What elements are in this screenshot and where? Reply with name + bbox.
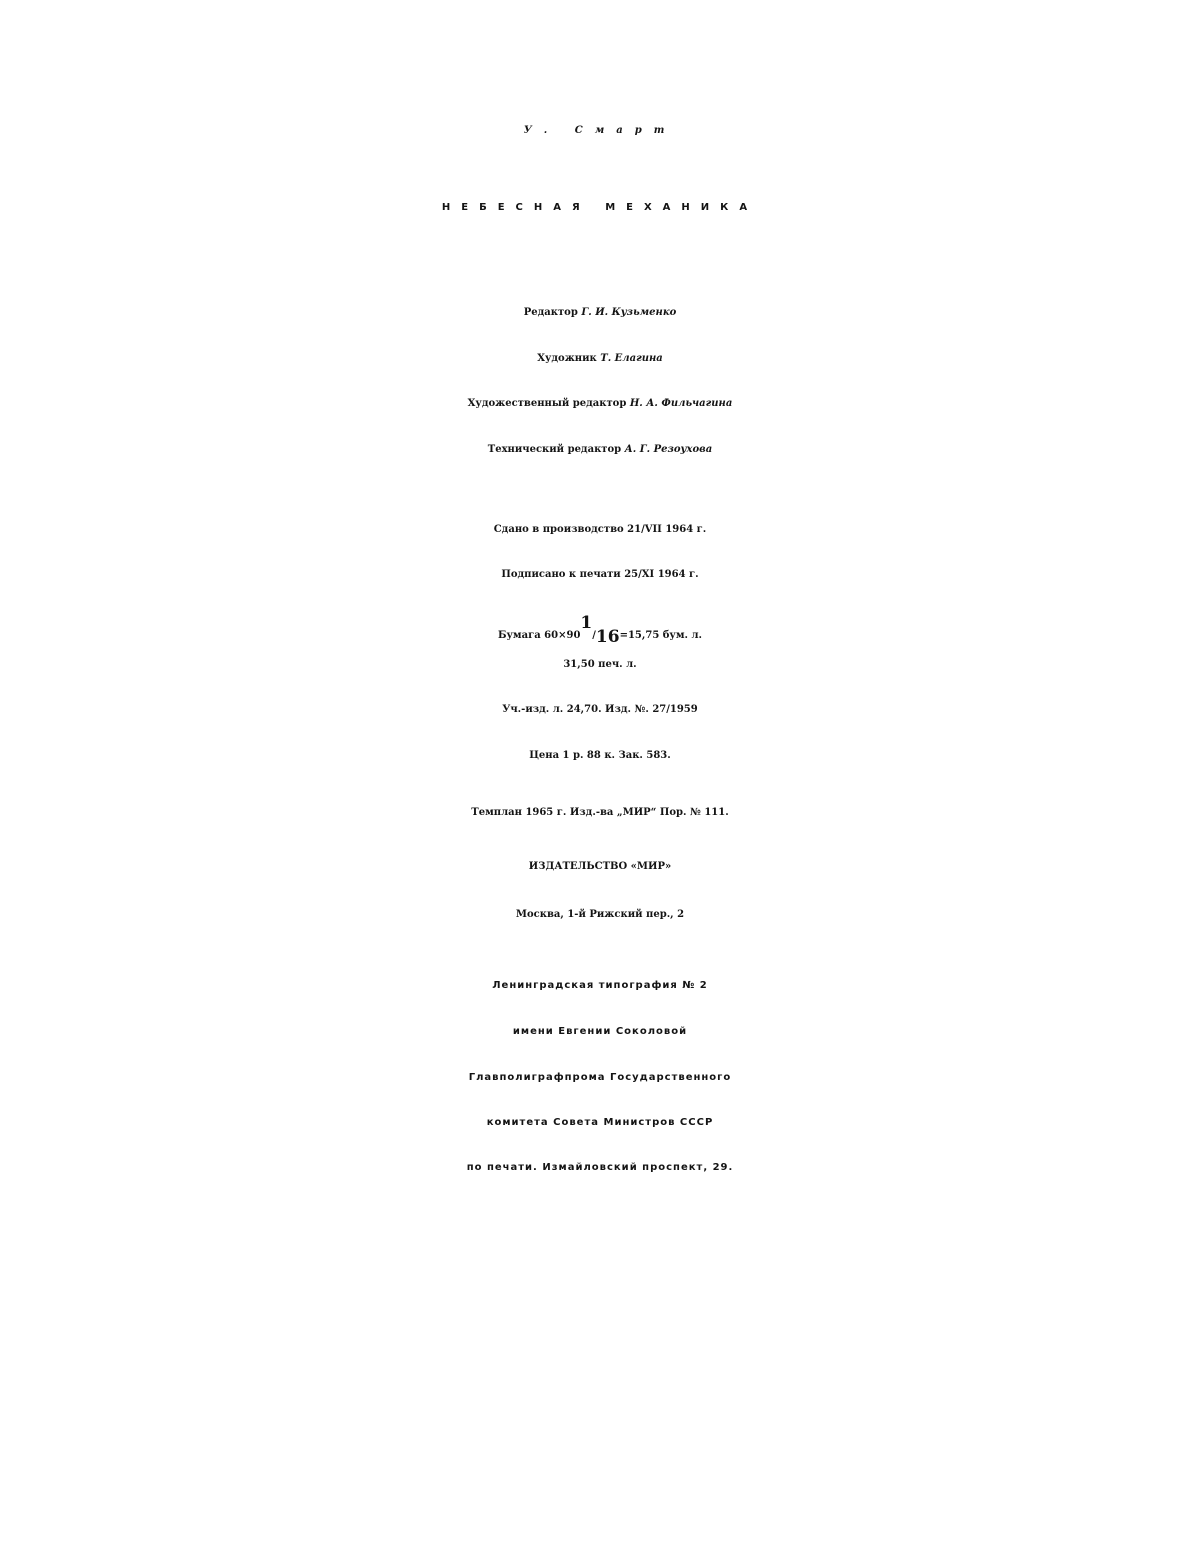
author-name: У. Смарт — [523, 125, 677, 136]
credit-role: Художник — [537, 353, 597, 364]
printer-line-3: Главполиграфпрома Государственного — [468, 1072, 732, 1083]
imprint-paper — [0, 615, 1200, 646]
credit-role: Технический редактор — [487, 444, 622, 455]
imprint-signed: Подписано к печати 25/XI 1964 г. — [501, 569, 699, 580]
printer-line-4: комитета Совета Министров СССР — [486, 1117, 714, 1128]
paper-sheets: =15,75 бум. л. — [619, 630, 703, 641]
printer-line-5: по печати. Измайловский проспект, 29. — [466, 1162, 734, 1173]
publisher-name: ИЗДАТЕЛЬСТВО «МИР» — [528, 861, 672, 872]
imprint-price: Цена 1 р. 88 к. Зак. 583. — [529, 750, 671, 761]
publisher-address: Москва, 1-й Рижский пер., 2 — [515, 909, 685, 920]
imprint-submitted: Сдано в производство 21/VII 1964 г. — [493, 524, 707, 535]
credit-art-editor — [0, 399, 1200, 409]
imprint-print-sheets: 31,50 печ. л. — [563, 659, 637, 670]
credit-person: Т. Елагина — [600, 353, 663, 364]
credit-role: Редактор — [523, 307, 578, 318]
credit-tech-editor — [0, 445, 1200, 455]
imprint-edition: Уч.-изд. л. 24,70. Изд. №. 27/1959 — [502, 704, 698, 715]
book-title: НЕБЕСНАЯ МЕХАНИКА — [441, 202, 759, 213]
credit-artist — [0, 354, 1200, 364]
paper-format: Бумага 60×90 — [497, 630, 581, 641]
paper-format-subscript: 16 — [595, 627, 620, 647]
credit-role: Художественный редактор — [467, 398, 627, 409]
credit-person: Н. А. Фильчагина — [629, 398, 733, 409]
printer-line-2: имени Евгении Соколовой — [512, 1026, 688, 1037]
paper-format-slash: / — [592, 630, 596, 641]
paper-format-superscript: 1 — [580, 613, 593, 633]
printer-line-1: Ленинградская типография № 2 — [492, 980, 708, 991]
credit-editor — [0, 308, 1200, 318]
credit-person: Г. И. Кузьменко — [581, 307, 677, 318]
credit-person: А. Г. Резоухова — [624, 444, 713, 455]
imprint-plan: Темплан 1965 г. Изд.-ва „МИР“ Пор. № 111. — [471, 807, 729, 818]
